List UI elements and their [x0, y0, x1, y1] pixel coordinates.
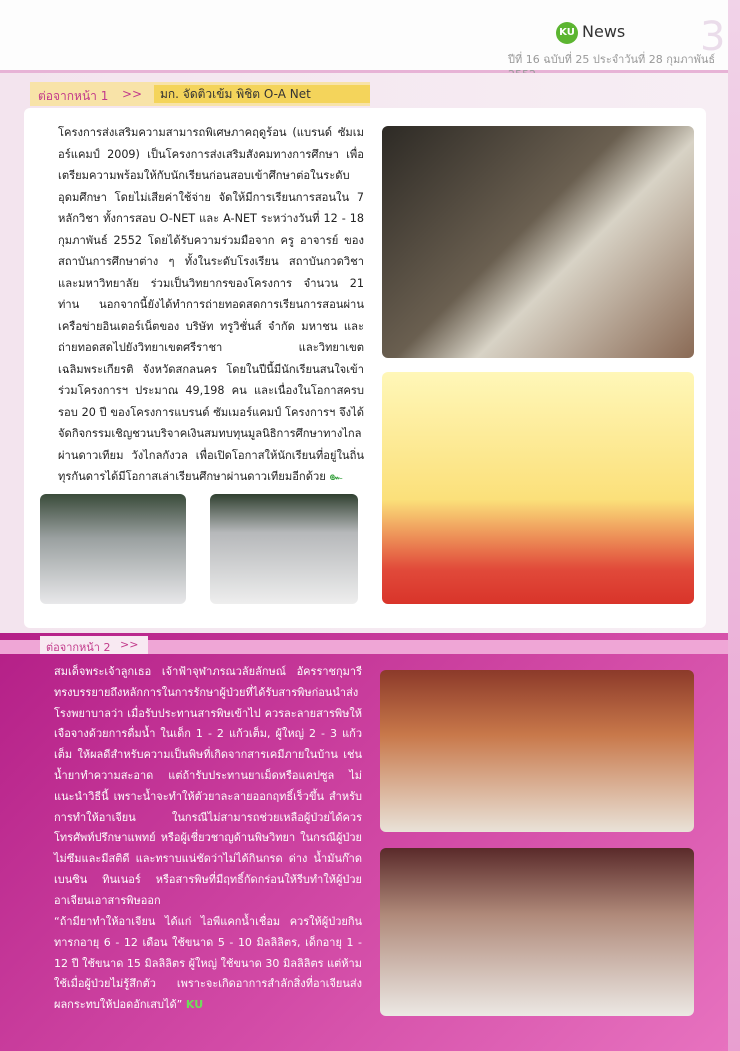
right-edge-stripe: [728, 0, 740, 1051]
arrow-icon: >>: [122, 87, 143, 101]
issue-info: ปีที่ 16 ฉบับที่ 25 ประจำวันที่ 28 กุมภาพันธ์: [508, 53, 716, 66]
continued-from-page-2: ต่อจากหน้า 2: [46, 641, 111, 654]
arrow-icon: >>: [120, 638, 139, 651]
photo-group-portrait: [382, 372, 694, 604]
section-1-paragraph: [58, 122, 364, 488]
section-2-quote-text: “ถ้ามียาทำให้อาเจียน ได้แก่ ไอพีแคกน้ำเชื่อม ควรให้ผู้ป่วยกิน ทารกอายุ 6 - 12 เดือน ใช้ขนาด 5 - 10 มิลลิลิตร, เด็กอายุ 1 - 12 ปี ใช้ขนาด 15 มิลลิลิตร ผู้ใหญ่ ใช้ขนาด 30 มิลลิลิตร แต่ห้ามใช้เมื่อผู้ป่วยไม่รู้สึกตัว เพราะจะเกิดอาการสำลักสิ่งที่อาเจียนส่งผลกระทบให้ปอดอักเสบได้”: [54, 915, 362, 1012]
section-1-text: โครงการส่งเสริมความสามารถพิเศษภาคฤดูร้อน (แบรนด์ ซัมเมอร์แคมป์ 2009) เป็นโครงการส่งเสริมสังคมทางการศึกษา เพื่อเตรียมความพร้อมให้กับนักเรียนก่อนสอบเข้าศึกษาต่อในระดับอุดมศึกษา โดยไม่เสียค่าใช้จ่าย จัดให้มีการเรียนการสอนใน 7 หลักวิชา ทั้งการสอบ O-NET และ A-NET ระหว่างวันที่ 12 - 18 กุมภาพันธ์ 2552 โดยได้รับความร่วมมือจาก ครู อาจารย์ ของสถาบันการศึกษาต่าง ๆ ทั้งในระดับโรงเรียน สถาบันกวดวิชา และมหาวิทยาลัย ร่วมเป็นวิทยากรของโครงการ จำนวน 21 ท่าน นอกจากนี้ยังได้ทำการถ่ายทอดสดการเรียนการสอนผ่านเครือข่ายอินเตอร์เน็ตของ บริษัท ทรูวิชั่นส์ จำกัด มหาชน และถ่ายทอดสดไปยังวิทยาเขตศรีราชา และวิทยาเขตเฉลิมพระเกียรติ จังหวัดสกลนคร โดยในปีนี้มีนักเรียนสนใจเข้าร่วมโครงการฯ ประมาณ 49,198 คน และเนื่องในโอกาสครบรอบ 20 ปี ของโครงการแบรนด์ ซัมเมอร์แคมป์ โครงการฯ จึงได้จัดกิจกรรมเชิญชวนบริจาคเงินสมทบทุนมูลนิธิการศึกษาทางไกลผ่านดาวเทียม วังไกลกังวล เพื่อเปิดโอกาสให้นักเรียนที่อยู่ในถิ่นทุรกันดารได้มีโอกาสเล่าเรียนศึกษาผ่านดาวเทียมอีกด้วย: [58, 126, 364, 483]
photo-seminar-attendees: [380, 670, 694, 832]
ku-end-mark: KU: [185, 998, 204, 1012]
photo-students-writing: [380, 848, 694, 1016]
section-2-header: [40, 636, 148, 654]
section-2-quote: [54, 912, 362, 1016]
section-1-header: [30, 82, 370, 106]
ku-logo: KU: [556, 22, 578, 44]
section-2-paragraph: สมเด็จพระเจ้าลูกเธอ เจ้าฟ้าจุฬาภรณวลัยลักษณ์ อัครราชกุมารี ทรงบรรยายถึงหลักการในการรักษาผู้ป่วยที่ได้รับสารพิษก่อนนำส่งโรงพยาบาลว่า เมื่อรับประทานสารพิษเข้าไป ควรละลายสารพิษให้เจือจางด้วยการดื่มน้ำ ในเด็ก 1 - 2 แก้วเต็ม, ผู้ใหญ่ 2 - 3 แก้วเต็ม ให้ผลดีสำหรับความเป็นพิษที่เกิดจากสารเคมีภายในบ้าน เช่น น้ำยาทำความสะอาด แต่ถ้ารับประทานยาเม็ดหรือแคปซูล ไม่แนะนำวิธีนี้ เพราะน้ำจะทำให้ตัวยาละลายออกฤทธิ์เร็วขึ้น สำหรับการทำให้อาเจียน ในกรณีไม่สามารถช่วยเหลือผู้ป่วยได้ควรโทรศัพท์ปรึกษาแพทย์ หรือผู้เชี่ยวชาญด้านพิษวิทยา ในกรณีผู้ป่วยไม่ซึมและมีสติดี และทราบแน่ชัดว่าไม่ได้กินกรด ด่าง น้ำมันก๊าด เบนซิน ทินเนอร์ หรือสารพิษที่มีฤทธิ์กัดกร่อนให้รีบทำให้ผู้ป่วยอาเจียนเอาสารพิษออก: [54, 665, 362, 907]
news-title: News: [582, 22, 626, 41]
page-decoration: 3: [700, 14, 726, 60]
photo-students-hall-2: [210, 494, 358, 604]
end-symbol-icon: ๛: [329, 470, 343, 483]
photo-students-hall-1: [40, 494, 186, 604]
photo-vip-arrival: [382, 126, 694, 358]
continued-from-page-1: ต่อจากหน้า 1: [38, 89, 109, 103]
section-1-title: มก. จัดติวเข้ม พิชิต O-A Net: [154, 85, 370, 103]
